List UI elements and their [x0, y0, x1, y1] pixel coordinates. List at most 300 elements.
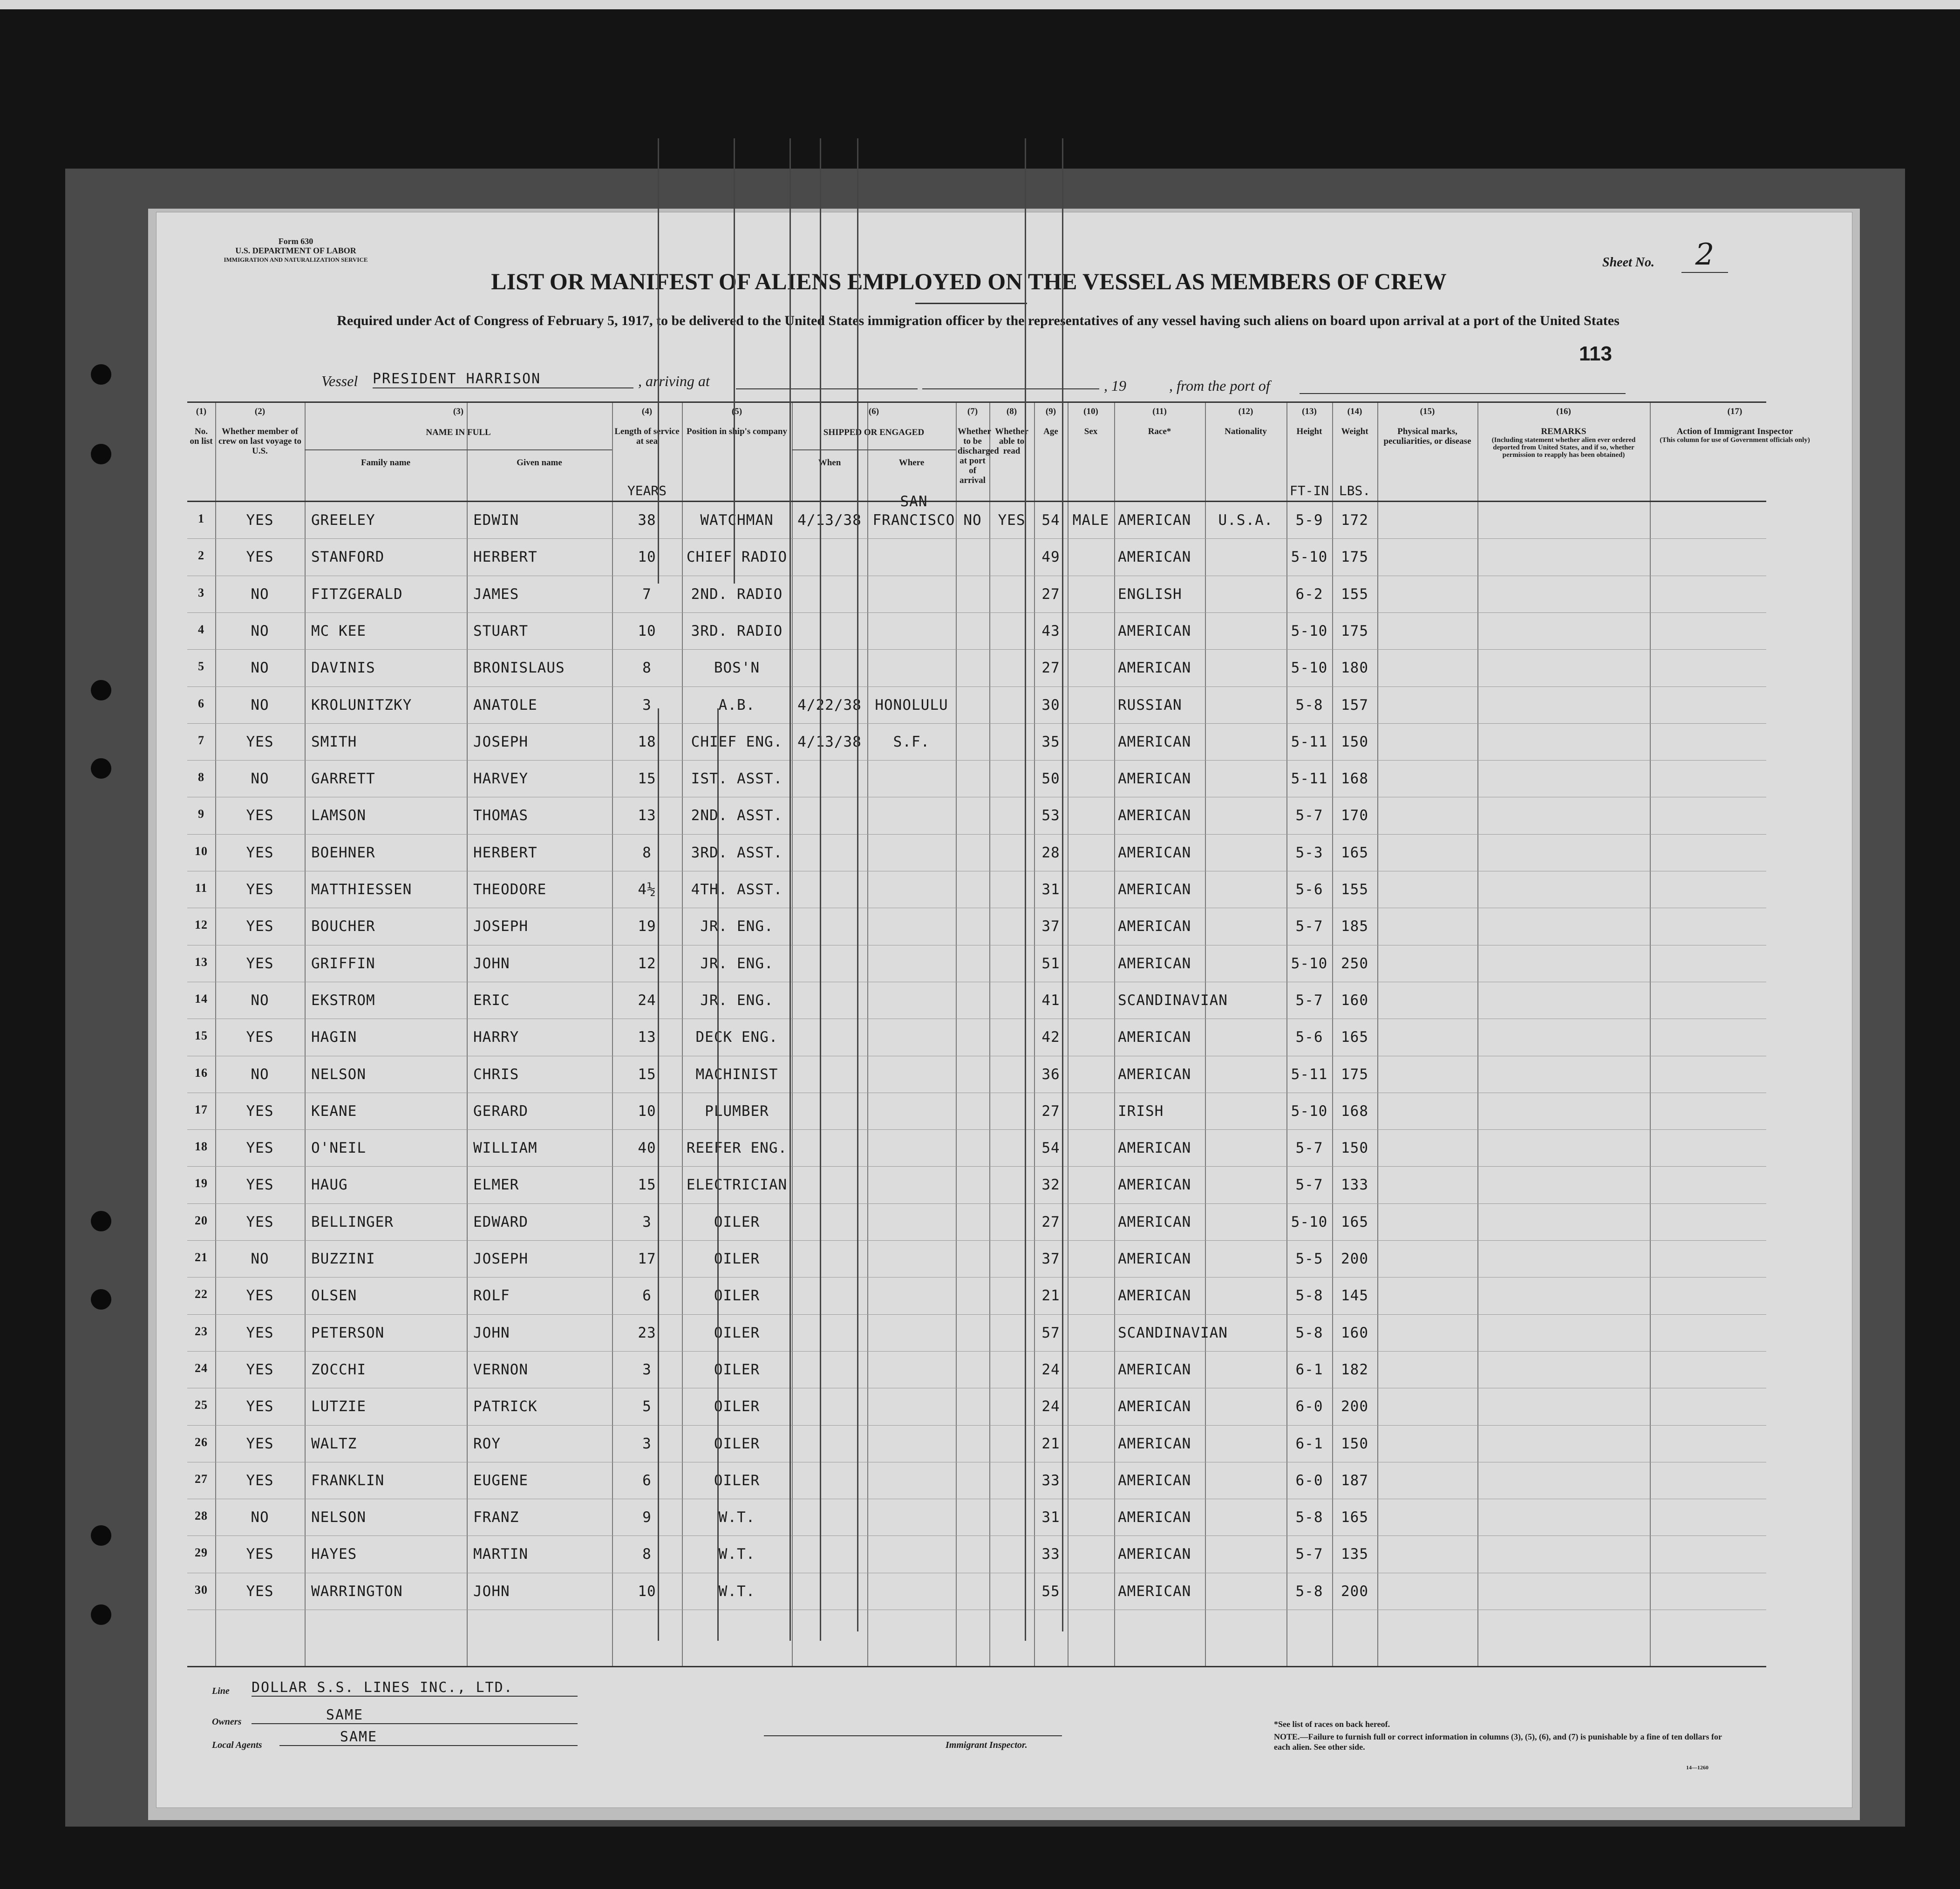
row-14-given: ERIC — [473, 992, 510, 1009]
row-21-age: 37 — [1041, 1250, 1060, 1267]
punch-hole — [91, 364, 111, 385]
row-6-last: NO — [251, 696, 269, 713]
row-7-position: CHIEF ENG. — [691, 733, 783, 750]
row-26-last: YES — [246, 1435, 274, 1452]
row-1-read: YES — [998, 512, 1026, 529]
row-8-position: IST. ASST. — [691, 770, 783, 788]
service-name: IMMIGRATION AND NATURALIZATION SERVICE — [224, 256, 368, 263]
row-10-age: 28 — [1041, 844, 1060, 861]
row-28-last: NO — [251, 1509, 269, 1526]
row-17-position: PLUMBER — [705, 1102, 769, 1120]
row-15-years: 13 — [638, 1029, 656, 1046]
punch-hole — [91, 1289, 111, 1310]
row-13-years: 12 — [638, 955, 656, 972]
row-rule — [187, 760, 1766, 761]
row-30-given: JOHN — [473, 1583, 510, 1600]
note-text: —Failure to furnish full or correct information in columns (3), (5), (6), and (7) is punishable by a fine of ten dollars for each alien. See other side. — [1274, 1732, 1722, 1752]
row-7-height: 5-11 — [1291, 733, 1328, 750]
row-18-years: 40 — [638, 1140, 656, 1157]
row-1-height: 5-9 — [1295, 512, 1323, 529]
row-14-race: SCANDINAVIAN — [1118, 992, 1228, 1009]
row-27-no: 27 — [195, 1472, 208, 1486]
row-25-race: AMERICAN — [1118, 1398, 1191, 1415]
row-28-height: 5-8 — [1295, 1509, 1323, 1526]
row-1-race: AMERICAN — [1118, 512, 1191, 529]
row-18-position: REEFER ENG. — [686, 1140, 788, 1157]
column-subheader: Where — [898, 458, 925, 468]
row-19-years: 15 — [638, 1176, 656, 1194]
row-30-weight: 200 — [1341, 1583, 1368, 1600]
row-18-weight: 150 — [1341, 1140, 1368, 1157]
row-5-position: BOS'N — [714, 659, 760, 677]
row-23-position: OILER — [714, 1324, 760, 1341]
row-rule — [187, 1166, 1766, 1167]
row-6-age: 30 — [1041, 696, 1060, 713]
column-header — [792, 407, 956, 437]
row-20-race: AMERICAN — [1118, 1213, 1191, 1230]
row-29-years: 8 — [642, 1546, 652, 1563]
row-9-height: 5-7 — [1295, 807, 1323, 824]
row-13-position: JR. ENG. — [700, 955, 774, 972]
row-6-height: 5-8 — [1295, 696, 1323, 713]
column-number: (13) — [1302, 407, 1317, 416]
row-rule — [187, 834, 1766, 835]
inspector-line — [764, 1735, 1062, 1736]
column-header — [305, 407, 612, 437]
row-10-no: 10 — [195, 844, 208, 858]
column-label: Height — [1296, 427, 1322, 436]
column-number: (8) — [1006, 407, 1017, 416]
row-4-years: 10 — [638, 622, 656, 639]
row-26-no: 26 — [195, 1435, 208, 1449]
header-rule — [187, 501, 1766, 502]
row-14-family: EKSTROM — [311, 992, 375, 1009]
row-2-family: STANFORD — [311, 549, 385, 566]
row-26-given: ROY — [473, 1435, 501, 1452]
row-4-family: MC KEE — [311, 622, 366, 639]
row-5-no: 5 — [198, 659, 204, 673]
row-23-last: YES — [246, 1324, 274, 1341]
row-13-race: AMERICAN — [1118, 955, 1191, 972]
row-12-position: JR. ENG. — [700, 918, 774, 935]
row-1-sex: MALE — [1072, 512, 1109, 529]
column-header — [215, 407, 305, 456]
title-rule — [915, 303, 1027, 304]
row-rule — [187, 723, 1766, 724]
column-number: (4) — [641, 407, 653, 416]
row-24-years: 3 — [642, 1361, 652, 1378]
row-20-position: OILER — [714, 1213, 760, 1230]
sheet-no-label: Sheet No. — [1602, 255, 1654, 270]
row-20-no: 20 — [195, 1213, 208, 1227]
row-9-given: THOMAS — [473, 807, 528, 824]
row-6-years: 3 — [642, 696, 652, 713]
row-18-height: 5-7 — [1295, 1140, 1323, 1157]
row-24-given: VERNON — [473, 1361, 528, 1378]
column-divider — [792, 403, 793, 1666]
row-16-given: CHRIS — [473, 1066, 519, 1083]
column-number: (7) — [967, 407, 978, 416]
column-header — [1650, 407, 1820, 444]
row-9-family: LAMSON — [311, 807, 366, 824]
row-2-position: CHIEF RADIO — [686, 549, 788, 566]
row-12-family: BOUCHER — [311, 918, 375, 935]
row-7-family: SMITH — [311, 733, 357, 750]
row-9-age: 53 — [1041, 807, 1060, 824]
row-9-no: 9 — [198, 807, 204, 821]
row-6-family: KROLUNITZKY — [311, 696, 412, 713]
row-11-last: YES — [246, 881, 274, 898]
row-27-age: 33 — [1041, 1472, 1060, 1489]
punch-hole — [91, 444, 111, 464]
row-28-given: FRANZ — [473, 1509, 519, 1526]
row-22-height: 5-8 — [1295, 1287, 1323, 1305]
note-label: NOTE. — [1274, 1732, 1300, 1741]
column-header — [989, 407, 1034, 456]
row-9-race: AMERICAN — [1118, 807, 1191, 824]
row-28-age: 31 — [1041, 1509, 1060, 1526]
row-1-position: WATCHMAN — [700, 512, 774, 529]
column-header — [1114, 407, 1205, 436]
name-subrule — [305, 449, 612, 450]
row-9-position: 2ND. ASST. — [691, 807, 783, 824]
row-12-years: 19 — [638, 918, 656, 935]
row-18-age: 54 — [1041, 1140, 1060, 1157]
column-label: Length of service at sea — [614, 427, 680, 446]
row-23-height: 5-8 — [1295, 1324, 1323, 1341]
row-21-years: 17 — [638, 1250, 656, 1267]
column-label: Whether able to read — [995, 427, 1028, 456]
column-divider — [867, 403, 868, 1666]
column-header — [612, 407, 682, 446]
column-number: (11) — [1152, 407, 1167, 416]
row-17-years: 10 — [638, 1102, 656, 1120]
column-label: No. on list — [190, 427, 213, 446]
row-1-age: 54 — [1041, 512, 1060, 529]
agents-value: SAME — [279, 1729, 578, 1746]
row-26-race: AMERICAN — [1118, 1435, 1191, 1452]
year-label: , 19 — [1104, 377, 1126, 394]
row-26-age: 21 — [1041, 1435, 1060, 1452]
row-8-age: 50 — [1041, 770, 1060, 788]
ditto-mark — [789, 138, 791, 1641]
row-17-no: 17 — [195, 1102, 208, 1116]
column-header — [1332, 407, 1377, 436]
punch-hole — [91, 680, 111, 700]
row-15-position: DECK ENG. — [695, 1029, 778, 1046]
row-7-where: S.F. — [893, 733, 930, 750]
row-11-weight: 155 — [1341, 881, 1368, 898]
row-21-height: 5-5 — [1295, 1250, 1323, 1267]
row-20-last: YES — [246, 1213, 274, 1230]
row-1-where: SAN FRANCISCO — [872, 493, 955, 529]
row-30-height: 5-8 — [1295, 1583, 1323, 1600]
row-22-no: 22 — [195, 1287, 208, 1301]
row-4-given: STUART — [473, 622, 528, 639]
row-10-weight: 165 — [1341, 844, 1368, 861]
row-21-last: NO — [251, 1250, 269, 1267]
row-17-height: 5-10 — [1291, 1102, 1328, 1120]
row-10-given: HERBERT — [473, 844, 538, 861]
row-5-race: AMERICAN — [1118, 659, 1191, 677]
form-number: Form 630 — [278, 237, 313, 246]
row-19-height: 5-7 — [1295, 1176, 1323, 1194]
row-15-race: AMERICAN — [1118, 1029, 1191, 1046]
row-10-years: 8 — [642, 844, 652, 861]
column-divider — [1205, 403, 1206, 1666]
line-value: DOLLAR S.S. LINES INC., LTD. — [252, 1679, 578, 1697]
row-11-given: THEODORE — [473, 881, 547, 898]
row-29-height: 5-7 — [1295, 1546, 1323, 1563]
row-19-race: AMERICAN — [1118, 1176, 1191, 1194]
row-16-height: 5-11 — [1291, 1066, 1328, 1083]
row-3-no: 3 — [198, 585, 204, 599]
column-unit: YEARS — [627, 483, 667, 498]
row-30-last: YES — [246, 1583, 274, 1600]
row-7-given: JOSEPH — [473, 733, 528, 750]
row-21-race: AMERICAN — [1118, 1250, 1191, 1267]
row-30-position: W.T. — [718, 1583, 755, 1600]
page-subtitle: Required under Act of Congress of February 5, 1917, to be delivered to the United States immigration officer by the representatives of any vessel having such aliens on board upon arrival at a port of the United States — [337, 313, 1620, 328]
row-20-years: 3 — [642, 1213, 652, 1230]
row-6-when: 4/22/38 — [797, 696, 862, 713]
row-24-family: ZOCCHI — [311, 1361, 366, 1378]
row-8-height: 5-11 — [1291, 770, 1328, 788]
row-8-given: HARVEY — [473, 770, 528, 788]
row-24-position: OILER — [714, 1361, 760, 1378]
column-header — [682, 407, 792, 436]
row-5-years: 8 — [642, 659, 652, 677]
row-24-height: 6-1 — [1295, 1361, 1323, 1378]
row-17-family: KEANE — [311, 1102, 357, 1120]
row-21-given: JOSEPH — [473, 1250, 528, 1267]
row-7-last: YES — [246, 733, 274, 750]
row-2-weight: 175 — [1341, 549, 1368, 566]
row-11-no: 11 — [195, 881, 208, 895]
row-1-weight: 172 — [1341, 512, 1368, 529]
row-26-height: 6-1 — [1295, 1435, 1323, 1452]
row-29-race: AMERICAN — [1118, 1546, 1191, 1563]
row-1-years: 38 — [638, 512, 656, 529]
row-rule — [187, 1314, 1766, 1315]
column-number: (3) — [453, 407, 464, 416]
row-3-height: 6-2 — [1295, 585, 1323, 603]
row-3-weight: 155 — [1341, 585, 1368, 603]
row-22-family: OLSEN — [311, 1287, 357, 1305]
row-14-position: JR. ENG. — [700, 992, 774, 1009]
row-4-race: AMERICAN — [1118, 622, 1191, 639]
column-label: Physical marks, peculiarities, or disease — [1383, 427, 1471, 446]
row-7-age: 35 — [1041, 733, 1060, 750]
row-28-race: AMERICAN — [1118, 1509, 1191, 1526]
column-divider — [989, 403, 990, 1666]
row-5-weight: 180 — [1341, 659, 1368, 677]
ditto-mark — [734, 138, 735, 584]
row-3-years: 7 — [642, 585, 652, 603]
row-22-position: OILER — [714, 1287, 760, 1305]
row-24-no: 24 — [195, 1361, 208, 1375]
row-25-position: OILER — [714, 1398, 760, 1415]
row-18-family: O'NEIL — [311, 1140, 366, 1157]
row-30-race: AMERICAN — [1118, 1583, 1191, 1600]
row-27-height: 6-0 — [1295, 1472, 1323, 1489]
row-13-last: YES — [246, 955, 274, 972]
row-2-years: 10 — [638, 549, 656, 566]
row-rule — [187, 649, 1766, 650]
row-28-weight: 165 — [1341, 1509, 1368, 1526]
column-label: Whether to be discharged at port of arrival — [958, 427, 999, 485]
column-label: Whether member of crew on last voyage to U.S. — [218, 427, 301, 456]
row-21-weight: 200 — [1341, 1250, 1368, 1267]
row-7-weight: 150 — [1341, 733, 1368, 750]
row-14-age: 41 — [1041, 992, 1060, 1009]
row-17-age: 27 — [1041, 1102, 1060, 1120]
row-15-weight: 165 — [1341, 1029, 1368, 1046]
row-8-last: NO — [251, 770, 269, 788]
column-label: Race* — [1148, 427, 1171, 436]
row-28-position: W.T. — [718, 1509, 755, 1526]
stamp-number: 113 — [1579, 342, 1612, 365]
row-20-family: BELLINGER — [311, 1213, 394, 1230]
row-18-no: 18 — [195, 1140, 208, 1154]
row-1-nationality: U.S.A. — [1218, 512, 1273, 529]
row-18-given: WILLIAM — [473, 1140, 538, 1157]
row-rule — [187, 1351, 1766, 1352]
row-9-last: YES — [246, 807, 274, 824]
row-13-height: 5-10 — [1291, 955, 1328, 972]
row-10-family: BOEHNER — [311, 844, 375, 861]
row-23-years: 23 — [638, 1324, 656, 1341]
races-note: *See list of races on back hereof. — [1274, 1719, 1390, 1729]
ditto-mark — [1025, 138, 1026, 1641]
row-4-no: 4 — [198, 622, 204, 636]
arriving-label: , arriving at — [638, 373, 710, 389]
fine-note — [1274, 1732, 1726, 1752]
column-header — [1068, 407, 1114, 436]
row-22-weight: 145 — [1341, 1287, 1368, 1305]
row-8-years: 15 — [638, 770, 656, 788]
page-title: LIST OR MANIFEST OF ALIENS EMPLOYED ON THE VESSEL AS MEMBERS OF CREW — [491, 268, 1447, 294]
row-12-height: 5-7 — [1295, 918, 1323, 935]
row-25-age: 24 — [1041, 1398, 1060, 1415]
row-16-family: NELSON — [311, 1066, 366, 1083]
row-25-weight: 200 — [1341, 1398, 1368, 1415]
punch-hole — [91, 758, 111, 779]
ditto-mark — [1062, 138, 1063, 1631]
column-label: Age — [1043, 427, 1058, 436]
row-25-given: PATRICK — [473, 1398, 538, 1415]
row-21-position: OILER — [714, 1250, 760, 1267]
row-29-position: W.T. — [718, 1546, 755, 1563]
column-subheader: Given name — [517, 458, 562, 468]
owners-value: SAME — [252, 1707, 578, 1724]
row-27-race: AMERICAN — [1118, 1472, 1191, 1489]
column-divider — [1377, 403, 1378, 1666]
row-26-family: WALTZ — [311, 1435, 357, 1452]
row-rule — [187, 1240, 1766, 1241]
row-15-given: HARRY — [473, 1029, 519, 1046]
row-23-race: SCANDINAVIAN — [1118, 1324, 1228, 1341]
row-19-weight: 133 — [1341, 1176, 1368, 1194]
column-label: Position in ship's company — [687, 427, 787, 436]
row-23-weight: 160 — [1341, 1324, 1368, 1341]
row-20-height: 5-10 — [1291, 1213, 1328, 1230]
row-5-age: 27 — [1041, 659, 1060, 677]
row-30-no: 30 — [195, 1583, 208, 1597]
row-8-no: 8 — [198, 770, 204, 784]
row-19-no: 19 — [195, 1176, 208, 1190]
row-6-position: A.B. — [718, 696, 755, 713]
row-24-age: 24 — [1041, 1361, 1060, 1378]
row-11-family: MATTHIESSEN — [311, 881, 412, 898]
row-26-weight: 150 — [1341, 1435, 1368, 1452]
row-13-no: 13 — [195, 955, 208, 969]
row-10-last: YES — [246, 844, 274, 861]
row-15-height: 5-6 — [1295, 1029, 1323, 1046]
row-2-last: YES — [246, 549, 274, 566]
row-27-family: FRANKLIN — [311, 1472, 385, 1489]
column-number: (14) — [1347, 407, 1362, 416]
row-7-no: 7 — [198, 733, 204, 747]
row-13-given: JOHN — [473, 955, 510, 972]
column-subheader: Family name — [361, 458, 411, 468]
punch-hole — [91, 1211, 111, 1231]
row-4-position: 3RD. RADIO — [691, 622, 783, 639]
column-label: NAME IN FULL — [426, 428, 491, 437]
row-27-years: 6 — [642, 1472, 652, 1489]
row-6-weight: 157 — [1341, 696, 1368, 713]
column-header — [187, 407, 215, 446]
department-name: U.S. DEPARTMENT OF LABOR — [235, 246, 356, 255]
row-3-last: NO — [251, 585, 269, 603]
sheet-no-value: 2 — [1681, 238, 1728, 273]
row-7-when: 4/13/38 — [797, 733, 862, 750]
vessel-label: Vessel — [321, 373, 358, 389]
row-14-no: 14 — [195, 992, 208, 1006]
row-6-race: RUSSIAN — [1118, 696, 1182, 713]
row-16-weight: 175 — [1341, 1066, 1368, 1083]
row-30-age: 55 — [1041, 1583, 1060, 1600]
row-21-family: BUZZINI — [311, 1250, 375, 1267]
row-16-race: AMERICAN — [1118, 1066, 1191, 1083]
row-11-race: AMERICAN — [1118, 881, 1191, 898]
row-16-position: MACHINIST — [695, 1066, 778, 1083]
row-17-race: IRISH — [1118, 1102, 1164, 1120]
ditto-mark — [857, 138, 858, 1631]
row-16-years: 15 — [638, 1066, 656, 1083]
row-16-last: NO — [251, 1066, 269, 1083]
row-11-height: 5-6 — [1295, 881, 1323, 898]
row-5-family: DAVINIS — [311, 659, 375, 677]
column-number: (15) — [1420, 407, 1435, 416]
row-8-weight: 168 — [1341, 770, 1368, 788]
row-14-height: 5-7 — [1295, 992, 1323, 1009]
row-5-given: BRONISLAUS — [473, 659, 565, 677]
row-25-family: LUTZIE — [311, 1398, 366, 1415]
row-1-family: GREELEY — [311, 512, 375, 529]
row-1-last: YES — [246, 512, 274, 529]
column-number: (6) — [868, 407, 879, 416]
ditto-mark — [658, 708, 659, 1641]
column-subheader: When — [818, 458, 841, 468]
column-divider — [1650, 403, 1651, 1666]
column-header — [1477, 407, 1650, 459]
column-header — [956, 407, 999, 485]
row-17-given: GERARD — [473, 1102, 528, 1120]
column-divider — [956, 403, 957, 1666]
print-code: 14—1260 — [1686, 1764, 1708, 1771]
owners-label: Owners — [212, 1717, 242, 1727]
